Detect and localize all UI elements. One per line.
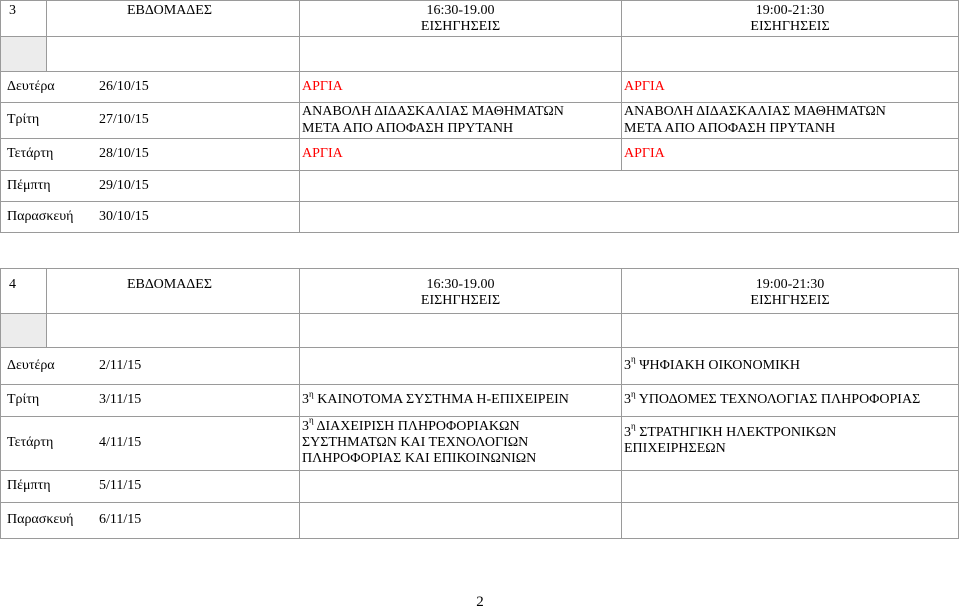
day-date-cell bbox=[1, 471, 300, 503]
day-label: Δευτέρα bbox=[7, 78, 55, 94]
slot-1-time: 16:30-19.00 bbox=[426, 277, 495, 292]
slot-1-time: 16:30-19.00 bbox=[426, 3, 495, 18]
empty-cell bbox=[622, 503, 959, 539]
spacer-cell bbox=[1, 314, 47, 348]
week-3-schedule-table bbox=[0, 0, 959, 233]
day-label: Τετάρτη bbox=[7, 435, 54, 451]
day-date-cell bbox=[1, 202, 300, 233]
postponement-note bbox=[622, 103, 959, 139]
day-date-cell bbox=[1, 171, 300, 202]
empty-cell bbox=[300, 171, 959, 202]
lecture-cell bbox=[622, 417, 959, 471]
spacer-cell bbox=[47, 314, 300, 348]
lecture-title: ΔΙΑΧΕΙΡΙΣΗ ΠΛΗΡΟΦΟΡΙΑΚΩΝ bbox=[316, 419, 520, 434]
day-label: Πέμπτη bbox=[7, 478, 51, 494]
day-label: Πέμπτη bbox=[7, 177, 51, 193]
slot-2-title: ΕΙΣΗΓΗΣΕΙΣ bbox=[750, 19, 830, 35]
week-3-header-row bbox=[1, 1, 959, 37]
lecture-title: ΚΑΙΝΟΤΟΜΑ ΣΥΣΤΗΜΑ Η-ΕΠΙΧΕΙΡΕΙΝ bbox=[317, 392, 569, 408]
day-label: Τρίτη bbox=[7, 392, 40, 408]
day-date-cell bbox=[1, 103, 300, 139]
weeks-label: ΕΒΔΟΜΑΔΕΣ bbox=[47, 269, 300, 314]
holiday-label: ΑΡΓΙΑ bbox=[622, 72, 959, 103]
note-line: ΜΕΤΑ ΑΠΟ ΑΠΟΦΑΣΗ ΠΡΥΤΑΝΗ bbox=[624, 120, 836, 136]
date-label: 2/11/15 bbox=[99, 357, 142, 373]
lecture-cell bbox=[300, 417, 622, 471]
ordinal-suffix: η bbox=[309, 388, 314, 399]
note-line: ΜΕΤΑ ΑΠΟ ΑΠΟΦΑΣΗ ΠΡΥΤΑΝΗ bbox=[302, 120, 514, 136]
day-label: Τετάρτη bbox=[7, 146, 54, 162]
spacer-cell bbox=[622, 314, 959, 348]
day-date-cell bbox=[1, 503, 300, 539]
holiday-label: ΑΡΓΙΑ bbox=[300, 72, 622, 103]
date-label: 30/10/15 bbox=[99, 208, 149, 224]
week-4-header-row bbox=[1, 269, 959, 314]
slot-1-header bbox=[300, 1, 622, 37]
empty-cell bbox=[300, 348, 622, 385]
lecture-number: 3 bbox=[624, 392, 631, 408]
week-number: 4 bbox=[1, 269, 47, 314]
empty-cell bbox=[300, 202, 959, 233]
schedule-row bbox=[1, 103, 959, 139]
page-number: 2 bbox=[476, 594, 484, 610]
week-4-schedule-table bbox=[0, 268, 959, 539]
ordinal-suffix: η bbox=[631, 421, 636, 432]
lecture-title-line: ΕΠΙΧΕΙΡΗΣΕΩΝ bbox=[624, 441, 726, 457]
week-3-spacer-row bbox=[1, 37, 959, 72]
postponement-note bbox=[300, 103, 622, 139]
empty-cell bbox=[300, 471, 622, 503]
schedule-row bbox=[1, 139, 959, 171]
day-label: Παρασκευή bbox=[7, 512, 74, 528]
day-date-cell bbox=[1, 72, 300, 103]
spacer-cell bbox=[300, 314, 622, 348]
day-label: Τρίτη bbox=[7, 112, 40, 128]
empty-cell bbox=[300, 503, 622, 539]
ordinal-suffix: η bbox=[309, 415, 314, 426]
lecture-title: ΣΤΡΑΤΗΓΙΚΗ ΗΛΕΚΤΡΟΝΙΚΩΝ bbox=[639, 425, 837, 440]
slot-1-header bbox=[300, 269, 622, 314]
note-line: ΑΝΑΒΟΛΗ ΔΙΔΑΣΚΑΛΙΑΣ ΜΑΘΗΜΑΤΩΝ bbox=[302, 104, 564, 120]
schedule-row bbox=[1, 202, 959, 233]
ordinal-suffix: η bbox=[631, 354, 636, 365]
day-date-cell bbox=[1, 139, 300, 171]
spacer-cell bbox=[1, 37, 47, 72]
lecture-number: 3 bbox=[624, 425, 631, 440]
slot-2-header bbox=[622, 1, 959, 37]
empty-cell bbox=[622, 471, 959, 503]
date-label: 26/10/15 bbox=[99, 78, 149, 94]
spacer-cell bbox=[622, 37, 959, 72]
spacer-cell bbox=[300, 37, 622, 72]
day-date-cell bbox=[1, 385, 300, 417]
lecture-title: ΨΗΦΙΑΚΗ ΟΙΚΟΝΟΜΙΚΗ bbox=[639, 357, 800, 373]
schedule-row bbox=[1, 171, 959, 202]
lecture-number: 3 bbox=[302, 419, 309, 434]
note-line: ΑΝΑΒΟΛΗ ΔΙΔΑΣΚΑΛΙΑΣ ΜΑΘΗΜΑΤΩΝ bbox=[624, 104, 886, 120]
week-number: 3 bbox=[1, 1, 47, 37]
spacer-cell bbox=[47, 37, 300, 72]
date-label: 3/11/15 bbox=[99, 392, 142, 408]
lecture-title-line: ΣΥΣΤΗΜΑΤΩΝ ΚΑΙ ΤΕΧΝΟΛΟΓΙΩΝ bbox=[302, 435, 529, 451]
lecture-cell bbox=[300, 385, 622, 417]
holiday-label: ΑΡΓΙΑ bbox=[300, 139, 622, 171]
slot-2-header bbox=[622, 269, 959, 314]
lecture-title: ΥΠΟΔΟΜΕΣ ΤΕΧΝΟΛΟΓΙΑΣ ΠΛΗΡΟΦΟΡΙΑΣ bbox=[638, 392, 921, 408]
date-label: 4/11/15 bbox=[99, 435, 142, 451]
schedule-row bbox=[1, 417, 959, 471]
date-label: 27/10/15 bbox=[99, 112, 149, 128]
lecture-cell bbox=[622, 348, 959, 385]
slot-1-title: ΕΙΣΗΓΗΣΕΙΣ bbox=[420, 19, 501, 35]
lecture-number: 3 bbox=[302, 392, 309, 408]
lecture-number: 3 bbox=[624, 357, 631, 373]
ordinal-suffix: η bbox=[631, 388, 636, 399]
lecture-title-line: ΠΛΗΡΟΦΟΡΙΑΣ ΚΑΙ ΕΠΙΚΟΙΝΩΝΙΩΝ bbox=[302, 451, 537, 467]
slot-2-title: ΕΙΣΗΓΗΣΕΙΣ bbox=[750, 293, 830, 309]
schedule-row bbox=[1, 72, 959, 103]
date-label: 29/10/15 bbox=[99, 177, 149, 193]
day-date-cell bbox=[1, 417, 300, 471]
slot-2-time: 19:00-21:30 bbox=[755, 277, 825, 292]
holiday-label: ΑΡΓΙΑ bbox=[622, 139, 959, 171]
day-label: Δευτέρα bbox=[7, 357, 55, 373]
day-label: Παρασκευή bbox=[7, 208, 74, 224]
schedule-row bbox=[1, 471, 959, 503]
week-4-spacer-row bbox=[1, 314, 959, 348]
date-label: 5/11/15 bbox=[99, 478, 142, 494]
schedule-row bbox=[1, 385, 959, 417]
date-label: 6/11/15 bbox=[99, 512, 142, 528]
lecture-cell bbox=[622, 385, 959, 417]
slot-1-title: ΕΙΣΗΓΗΣΕΙΣ bbox=[420, 293, 501, 309]
date-label: 28/10/15 bbox=[99, 146, 149, 162]
schedule-row bbox=[1, 348, 959, 385]
day-date-cell bbox=[1, 348, 300, 385]
schedule-row bbox=[1, 503, 959, 539]
weeks-label: ΕΒΔΟΜΑΔΕΣ bbox=[47, 1, 300, 37]
slot-2-time: 19:00-21:30 bbox=[755, 3, 825, 18]
